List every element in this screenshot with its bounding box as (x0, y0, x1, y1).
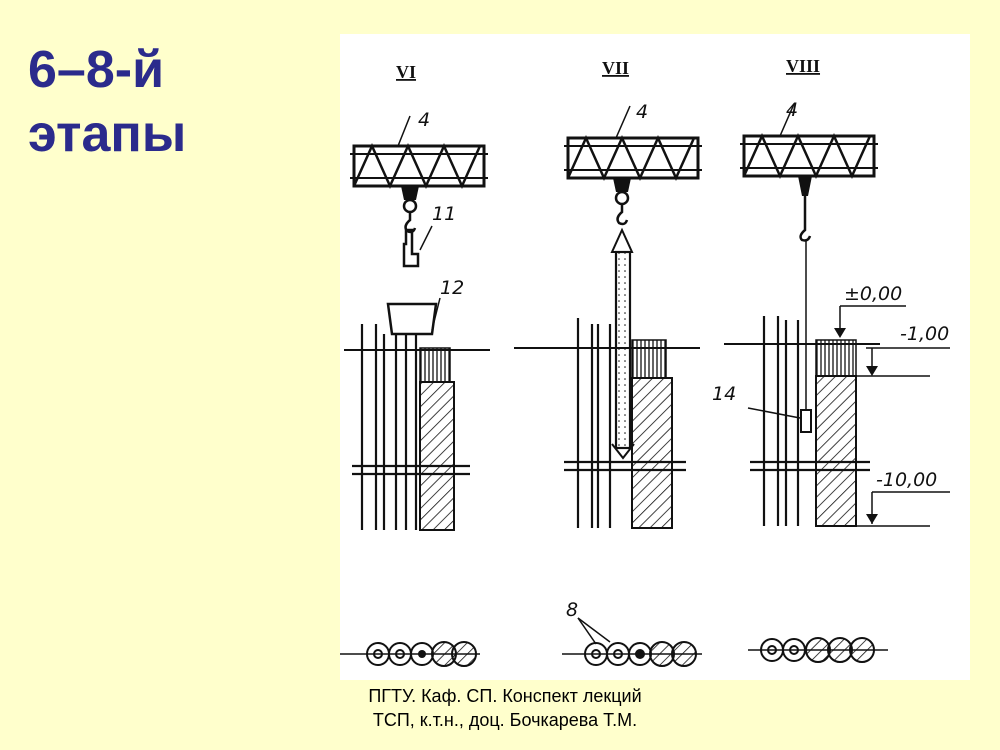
elevation-minus-one-label: -1,00 (900, 323, 950, 345)
plan-vii (562, 599, 702, 666)
crane-label-vii: 4 (636, 101, 649, 123)
stage-vi (340, 109, 490, 666)
stage-vii (514, 101, 702, 666)
plan-vi (340, 642, 480, 666)
construction-stages-drawing (340, 34, 970, 680)
crane-label-vi: 4 (418, 109, 431, 131)
hook-vi (401, 186, 419, 232)
slide-title (28, 38, 186, 166)
part-11-label: 11 (432, 203, 457, 225)
stage-label-viii: VIII (786, 56, 821, 76)
footer-line-1: ПГТУ. Каф. СП. Конспект лекций (368, 686, 642, 706)
footer-credits (340, 684, 670, 732)
elevation-minus-ten-label: -10,00 (876, 469, 938, 491)
hook-vii (613, 178, 631, 224)
crane-truss-viii (740, 136, 878, 176)
elevation-zero-label: ±0,00 (844, 283, 903, 305)
stage-viii (712, 99, 950, 662)
stage-label-vii: VII (602, 58, 630, 78)
title-line-1: 6–8-й (28, 41, 165, 99)
crane-truss-vii (564, 138, 702, 178)
crane-label-viii: 4 (786, 99, 799, 121)
part-12-label: 12 (440, 277, 465, 299)
footer-line-2: ТСП, к.т.н., доц. Бочкарева Т.М. (372, 710, 638, 730)
plan-viii (748, 638, 888, 662)
part-14-label: 14 (712, 383, 737, 405)
crane-truss-vi (350, 146, 488, 186)
stage-label-vi: VI (396, 62, 417, 82)
part-8-label: 8 (566, 599, 579, 621)
title-line-2: этапы (28, 105, 187, 163)
